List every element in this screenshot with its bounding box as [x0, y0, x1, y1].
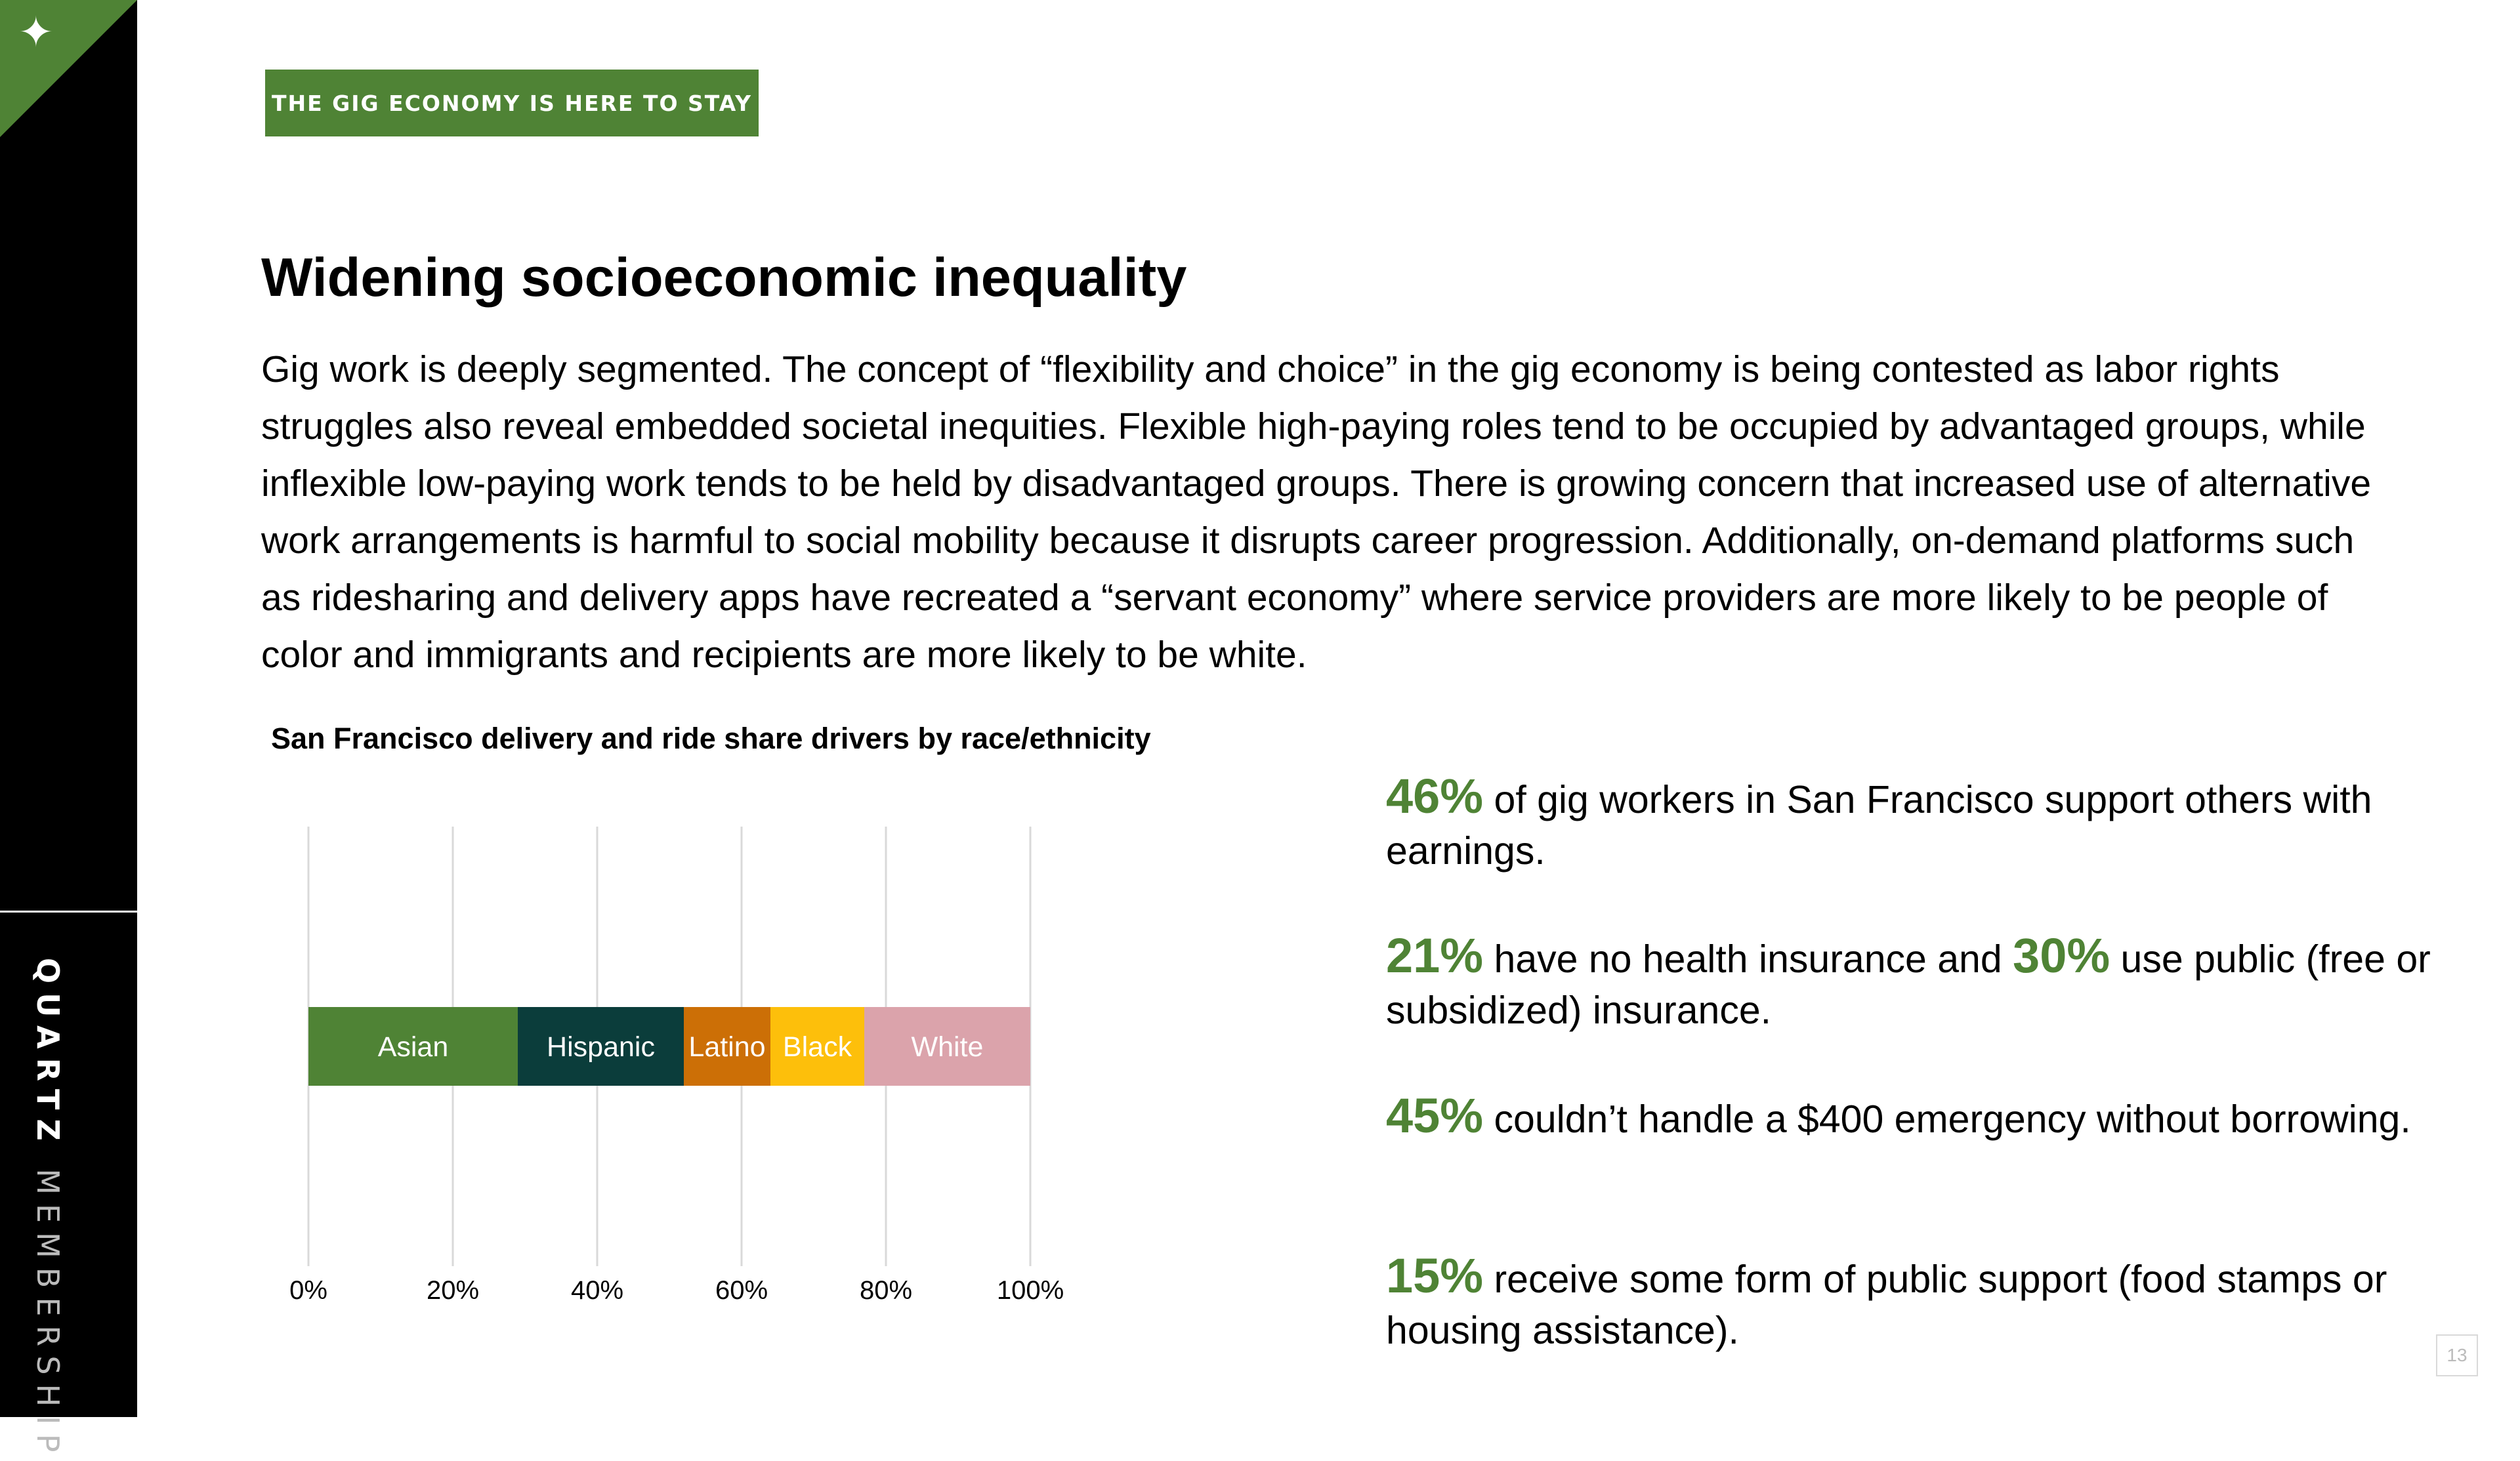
bar-label-white: White	[911, 1031, 984, 1063]
bar-label-asian: Asian	[377, 1031, 449, 1063]
chart-title: San Francisco delivery and ride share drivers by race/ethnicity	[271, 722, 1151, 755]
stat-item	[1386, 1090, 2411, 1145]
sparkle-icon: ✦	[18, 9, 54, 57]
bar-label-hispanic: Hispanic	[547, 1031, 655, 1063]
stat-text: couldn’t handle a $400 emergency without borrowing.	[1483, 1098, 2411, 1141]
stat-item	[1386, 930, 2462, 1036]
stat-item	[1386, 1250, 2462, 1356]
x-tick-label: 60%	[715, 1276, 768, 1305]
stat-percent: 15%	[1386, 1248, 1484, 1303]
stat-percent: 46%	[1386, 769, 1484, 823]
x-tick-label: 100%	[996, 1276, 1064, 1305]
brand-primary: QUARTZ	[30, 958, 66, 1150]
page-number: 13	[2436, 1334, 2478, 1376]
stat-percent: 21%	[1386, 928, 1484, 983]
x-tick-label: 40%	[570, 1276, 624, 1305]
bar-label-latino: Latino	[688, 1031, 766, 1063]
brand-secondary: MEMBERSHIP	[30, 1168, 66, 1461]
x-tick-label: 0%	[289, 1276, 327, 1305]
x-tick-label: 80%	[859, 1276, 913, 1305]
page-title: Widening socioeconomic inequality	[261, 247, 1187, 308]
sidebar-divider	[0, 911, 137, 913]
stacked-bar-chart	[276, 820, 1129, 1312]
bar-label-black: Black	[782, 1031, 852, 1063]
stat-text: receive some form of public support (food stamps or housing assistance).	[1386, 1258, 2387, 1352]
stat-percent: 30%	[2013, 928, 2110, 983]
stat-text: use public (free or subsidized) insurance.	[1386, 937, 2431, 1032]
stat-text: of gig workers in San Francisco support others with earnings.	[1386, 778, 2372, 873]
stat-item	[1386, 771, 2462, 876]
section-tag: THE GIG ECONOMY IS HERE TO STAY	[265, 70, 759, 136]
x-tick-label: 20%	[426, 1276, 480, 1305]
stat-text: have no health insurance and	[1483, 937, 2013, 981]
sidebar	[0, 0, 137, 1461]
body-paragraph: Gig work is deeply segmented. The concept of “flexibility and choice” in the gig economy is being contested as labor rights struggles also reveal embedded societal inequities. Flexible high-paying roles tend to be occupied by advantaged groups, while inflexible low-paying work tends to be held by disadvantaged groups. There is growing concern that increased use of alternative work arrangements is harmful to social mobility because it disrupts career progression. Additionally, on-demand platforms such as ridesharing and delivery apps have recreated a “servant economy” where service providers are more likely to be people of color and immigrants and recipients are more likely to be white.	[261, 348, 2372, 676]
stat-percent: 45%	[1386, 1088, 1484, 1143]
brand-wordmark	[30, 958, 66, 1461]
